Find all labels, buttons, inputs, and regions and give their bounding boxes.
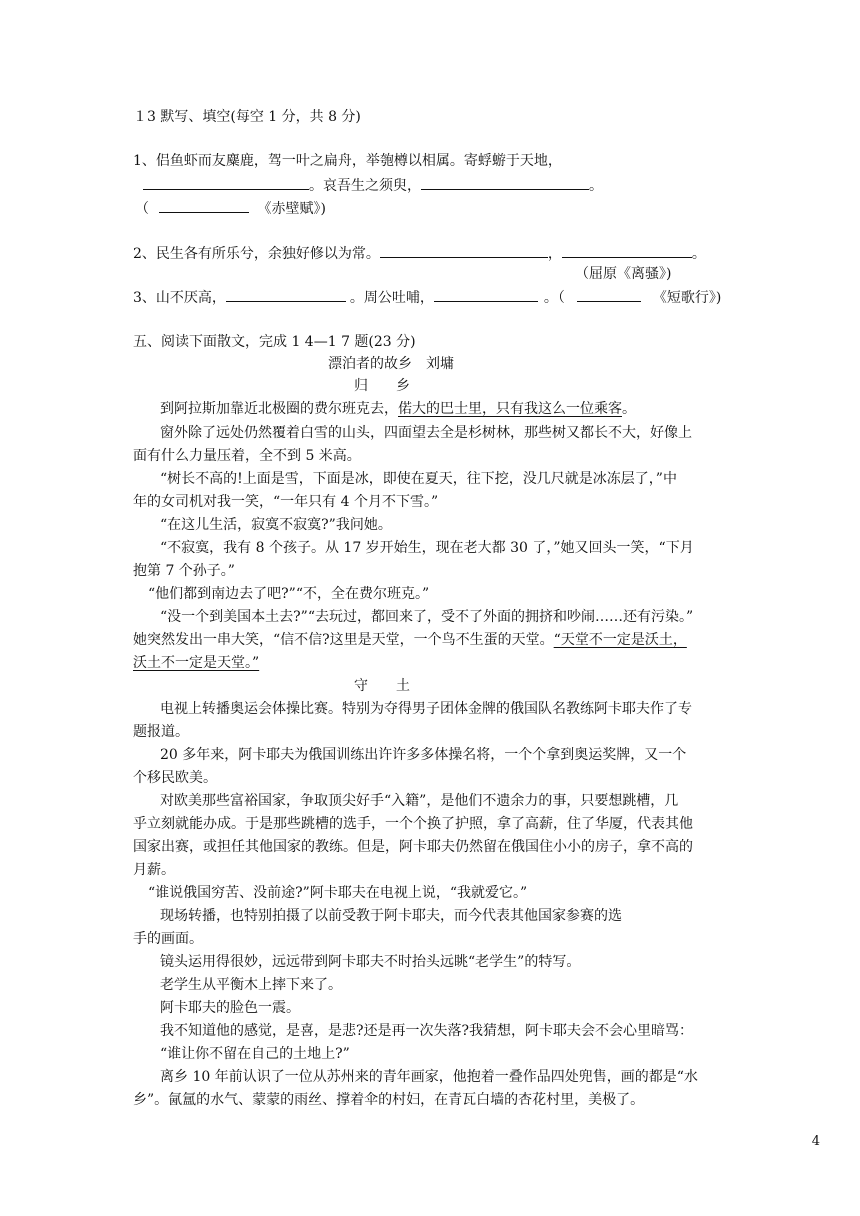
paragraph-16-line2: “谁让你不留在自己的土地上?” (160, 1046, 350, 1062)
paragraph-17-line1: 离乡 10 年前认识了一位从苏州来的青年画家，他抱着一叠作品四处兜售，画的都是“水 (160, 1069, 698, 1085)
paragraph-10-line2: 乎立刻就能办成。于是那些跳槽的选手，一个个换了护照，拿了高薪，住了华厦，代表其他 (133, 816, 693, 832)
paragraph-10-line1: 对欧美那些富裕国家，争取顶尖好手“入籍”，是他们不遗余力的事，只要想跳槽，几 (160, 793, 679, 809)
q13-1-source-open: （ (135, 201, 149, 217)
answer-blank[interactable] (159, 198, 249, 213)
underlined-sentence: “天堂不一定是沃土， (553, 632, 687, 648)
paragraph-3-line2: 年的女司机对我一笑，“一年只有 4 个月不下雪。” (133, 494, 439, 510)
paragraph-9-line1: 20 多年来，阿卡耶夫为俄国训练出许许多多体操名将，一个个拿到奥运奖牌，又一个 (160, 747, 687, 763)
article-title: 漂泊者的故乡 刘墉 (328, 356, 454, 372)
paragraph-8-line2: 题报道。 (133, 724, 189, 740)
subtitle-guixiang: 归 乡 (354, 378, 410, 394)
paragraph-12-line1: 现场转播，也特别拍摄了以前受教于阿卡耶夫，而今代表其他国家参赛的选 (160, 908, 622, 924)
paragraph-5-line1: “不寂寞，我有 8 个孩子。从 17 岁开始生，现在老大都 30 了，”她又回头一笑，“下月 (160, 540, 694, 556)
q13-title: １3 默写、填空(每空 1 分，共 8 分) (133, 109, 361, 125)
answer-blank[interactable] (226, 287, 346, 302)
paragraph-4: “在这儿生活，寂寞不寂寞?”我问她。 (160, 517, 392, 533)
paragraph-1-text: 到阿拉斯加靠近北极圈的费尔班克去， (160, 401, 398, 417)
q13-1-line2 (143, 175, 603, 196)
paragraph-1-end: 。 (622, 401, 636, 417)
paragraph-13: 镜头运用得很妙，远远带到阿卡耶夫不时抬头远眺“老学生”的特写。 (160, 954, 581, 970)
paragraph-7-line1: “没一个到美国本土去?”“去玩过，都回来了，受不了外面的拥挤和吵闹……还有污染。” (160, 609, 694, 625)
underlined-sentence: 沃土不一定是天堂。” (133, 655, 260, 671)
paragraph-8-line1: 电视上转播奥运会体操比赛。特别为夺得男子团体金牌的俄国队名教练阿卡耶夫作了专 (160, 701, 692, 717)
q13-1-mid: 。哀吾生之须臾， (309, 178, 421, 194)
q13-3-line (133, 287, 721, 308)
paragraph-14: 老学生从平衡木上摔下来了。 (160, 977, 342, 993)
q13-1-end: 。 (589, 178, 603, 194)
paragraph-7-line3 (133, 653, 259, 673)
answer-blank[interactable] (577, 287, 641, 302)
paragraph-3-line1: “树长不高的!上面是雪，下面是冰，即使在夏天，往下挖，没几尺就是冰冻层了，”中 (160, 471, 677, 487)
section5-title: 五、阅读下面散文，完成 1 4—1 7 题(23 分) (133, 334, 416, 350)
q13-2-source: （屈原《离骚》) (575, 266, 672, 282)
subtitle-shoutu: 守 土 (354, 678, 410, 694)
paragraph-10-line4: 月薪。 (133, 862, 175, 878)
paragraph-17-line2: 乡”。氤氲的水气、蒙蒙的雨丝、撑着伞的村妇，在青瓦白墙的杏花村里，美极了。 (133, 1092, 645, 1108)
q13-3-p3: 。（ (543, 290, 565, 306)
q13-2-line1 (133, 243, 706, 264)
answer-blank[interactable] (380, 243, 548, 258)
paragraph-11: “谁说俄国穷苦、没前途?”阿卡耶夫在电视上说，“我就爱它。” (148, 885, 528, 901)
q13-1-source-line (135, 198, 326, 219)
answer-blank[interactable] (562, 243, 692, 258)
q13-2-text: 2、民生各有所乐兮，余独好修以为常。 (133, 246, 380, 262)
q13-2-end: 。 (691, 246, 706, 262)
q13-2-comma: ， (547, 246, 562, 262)
paragraph-7-line2 (133, 630, 687, 650)
q13-3-p1: 3、山不厌高， (133, 290, 226, 306)
answer-blank[interactable] (143, 175, 309, 190)
paragraph-16-line1: 我不知道他的感觉，是喜，是悲?还是再一次失落?我猜想，阿卡耶夫会不会心里暗骂： (160, 1023, 694, 1039)
q13-1-source: 《赤壁赋》) (257, 201, 326, 217)
paragraph-15: 阿卡耶夫的脸色一震。 (160, 1000, 300, 1016)
paragraph-12-line2: 手的画面。 (133, 931, 203, 947)
q13-1-line1: 1、侣鱼虾而友麋鹿，驾一叶之扁舟，举匏樽以相属。寄蜉蝣于天地， (133, 153, 562, 169)
page-number: 4 (811, 1134, 820, 1149)
answer-blank[interactable] (434, 287, 538, 302)
paragraph-9-line2: 个移民欧美。 (133, 770, 217, 786)
answer-blank[interactable] (421, 175, 589, 190)
underlined-sentence: 偌大的巴士里，只有我这么一位乘客 (398, 401, 622, 417)
paragraph-7-text: 她突然发出一串大笑，“信不信?这里是天堂，一个鸟不生蛋的天堂。 (133, 632, 554, 648)
paragraph-1 (160, 399, 636, 419)
paragraph-6: “他们都到南边去了吧?”“不，全在费尔班克。” (148, 586, 430, 602)
paragraph-2-line1: 窗外除了远处仍然覆着白雪的山头，四面望去全是杉树林，那些树又都长不大，好像上 (160, 425, 692, 441)
paragraph-5-line2: 抱第 7 个孙子。” (133, 563, 235, 579)
q13-3-p2: 。周公吐哺， (349, 290, 434, 306)
q13-3-source: 《短歌行》) (652, 290, 722, 306)
paragraph-2-line2: 面有什么力量压着，全不到 5 米高。 (133, 448, 361, 464)
paragraph-10-line3: 国家出赛，或担任其他国家的教练。但是，阿卡耶夫仍然留在俄国住小小的房子，拿不高的 (133, 839, 693, 855)
